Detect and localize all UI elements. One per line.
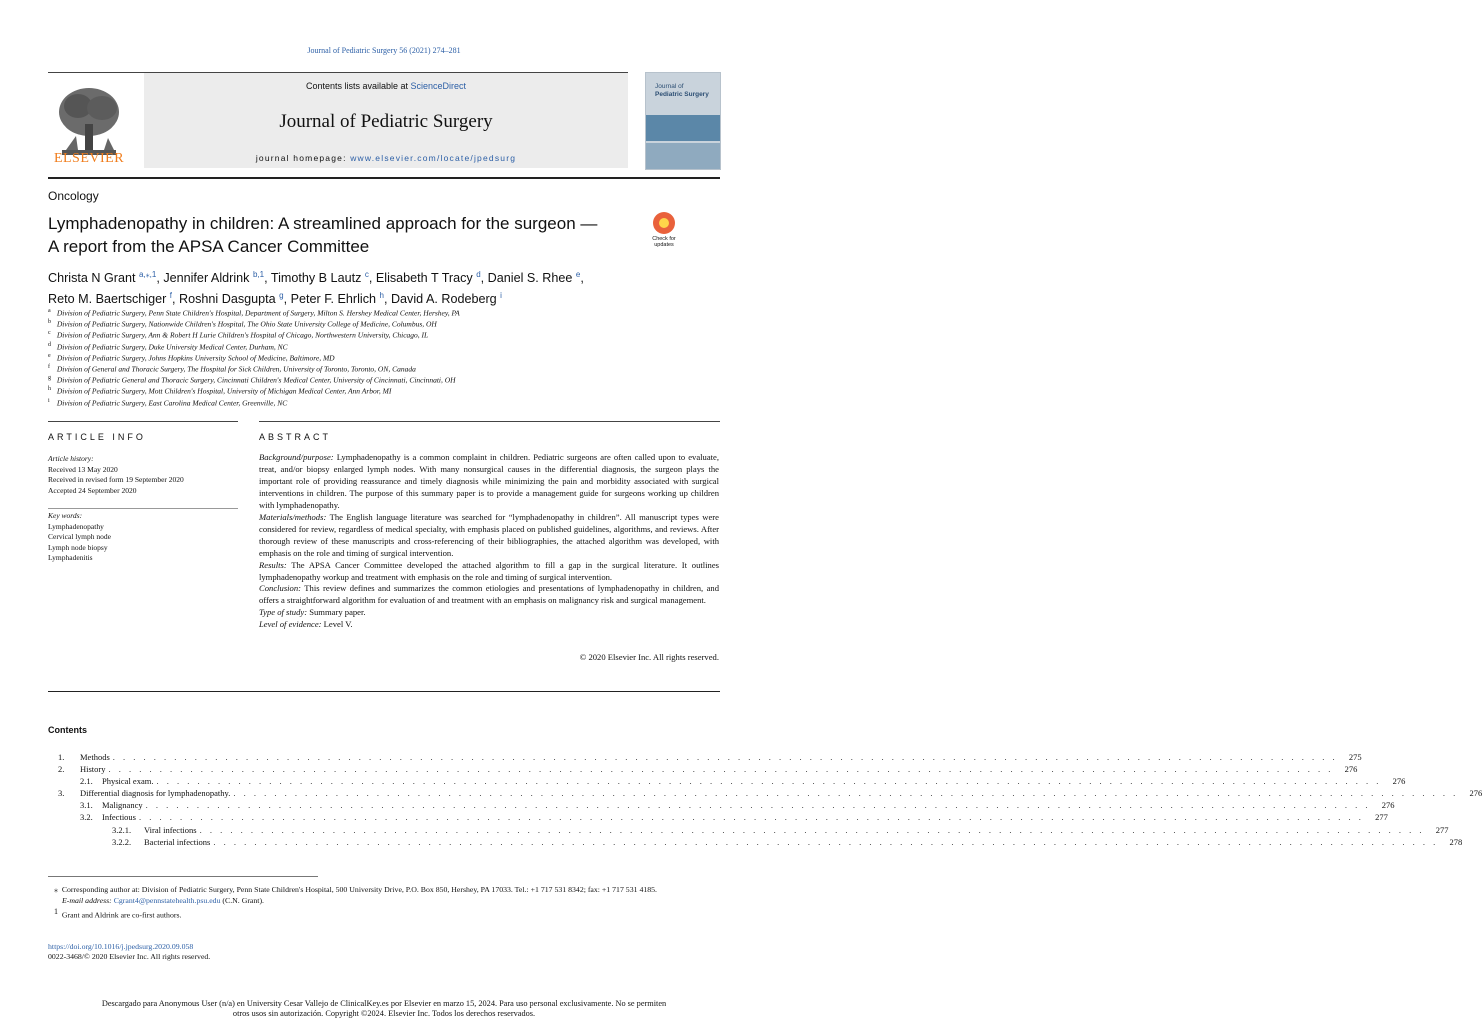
- toc-entry[interactable]: [58, 836, 1463, 849]
- author-name[interactable]: Christa N Grant: [48, 271, 139, 286]
- toc-entry-page[interactable]: 276: [1344, 764, 1358, 775]
- author-affiliation-marker[interactable]: h: [379, 291, 384, 301]
- author-name[interactable]: David A. Rodeberg: [390, 292, 501, 307]
- abstract-paragraph: [259, 583, 719, 607]
- abstract-paragraph: [259, 452, 719, 512]
- check-for-updates-badge[interactable]: [644, 212, 684, 248]
- author-separator: ,: [172, 292, 180, 307]
- toc-leader-dots: . . . . . . . . . . . . . . . . . . . . . . . . . . . . . . . . . . . . . . . . . . . . . . . . . . . . . . . . . . . . . . . . . . . . . . . . . . . . . . . . . . . . . . . . . . . . . . . . . . . . . . . . . . . . . . . . . . . . . . . .: [112, 752, 1338, 762]
- author-name[interactable]: Elisabeth T Tracy: [375, 271, 477, 286]
- affiliation-item: [48, 307, 698, 318]
- toc-entry[interactable]: [58, 812, 1388, 824]
- author-affiliation-marker[interactable]: i: [500, 291, 502, 301]
- toc-entry-number: 3.2.2.: [112, 836, 132, 847]
- author-affiliation-marker[interactable]: f: [169, 291, 173, 301]
- toc-entry-title[interactable]: Viral infections: [144, 825, 200, 835]
- journal-cover-thumbnail[interactable]: [645, 72, 721, 170]
- abstract-label: Level of evidence:: [259, 619, 322, 630]
- keyword: Lymphadenopathy: [48, 521, 104, 531]
- abstract-body: [259, 452, 719, 631]
- author-separator: ,: [264, 271, 271, 286]
- affiliation-item: [48, 352, 698, 363]
- keyword: Lymph node biopsy: [48, 542, 108, 552]
- abstract-text: The English language literature was searched for “lymphadenopathy in children”. All manuscript types were considered for review, regardless of medical specialty, with emphasis placed on published guidelines, algorithms, and reviews. After thorough review of these manuscripts and cross-referencing of their bibliographies, the attached algorithm was developed, with emphasis on the role and timing of surgical intervention.: [259, 511, 719, 558]
- affiliation-item: [48, 318, 698, 329]
- toc-entry-number: 3.2.1.: [112, 824, 132, 835]
- author-list: [48, 266, 688, 308]
- history-entry: Accepted 24 September 2020: [48, 485, 137, 495]
- author-name[interactable]: Jennifer Aldrink: [163, 271, 253, 286]
- toc-leader-dots: . . . . . . . . . . . . . . . . . . . . . . . . . . . . . . . . . . . . . . . . . . . . . . . . . . . . . . . . . . . . . . . . . . . . . . . . . . . . . . . . . . . . . . . . . . . . . . . . . . . . . . . . . . . . . . . . . . . . . . . .: [199, 824, 1425, 835]
- abstract-label: Type of study:: [259, 607, 308, 618]
- keywords-block: [48, 511, 238, 564]
- author-line-1: [48, 266, 688, 287]
- author-name[interactable]: Daniel S. Rhee: [487, 271, 576, 286]
- article-info-rule: [48, 421, 238, 422]
- toc-entry-title[interactable]: Methods: [80, 752, 113, 762]
- affiliation-key: d: [48, 341, 51, 348]
- journal-title: Journal of Pediatric Surgery: [279, 111, 493, 132]
- toc-entry-page[interactable]: 277: [1435, 824, 1449, 835]
- toc-entry-page[interactable]: 276: [1381, 800, 1395, 811]
- affiliation-text: Division of Pediatric Surgery, Penn State Children's Hospital, Department of Surgery, Milton S. Hershey Medical Center, Hershey, PA: [55, 308, 460, 318]
- toc-entry-page[interactable]: 276: [1469, 788, 1482, 799]
- article-title-line-2: A report from the APSA Cancer Committee: [48, 237, 370, 256]
- affiliation-key: i: [48, 397, 50, 404]
- affiliation-key: b: [48, 319, 51, 326]
- abstract-bottom-rule: [48, 691, 720, 692]
- affiliation-text: Division of Pediatric General and Thoracic Surgery, Cincinnati Children's Medical Center, University of Cincinnati, Cincinnati, OH: [55, 375, 456, 385]
- toc-entry[interactable]: [58, 824, 1449, 837]
- toc-entry-title[interactable]: History: [80, 764, 109, 774]
- abstract-copyright: © 2020 Elsevier Inc. All rights reserved.: [579, 652, 719, 662]
- author-affiliation-marker[interactable]: a,⁎,1: [138, 270, 157, 279]
- abstract-paragraph: [259, 607, 719, 619]
- toc-leader-dots: . . . . . . . . . . . . . . . . . . . . . . . . . . . . . . . . . . . . . . . . . . . . . . . . . . . . . . . . . . . . . . . . . . . . . . . . . . . . . . . . . . . . . . . . . . . . . . . . . . . . . . . . . . . . . . . . . . . . . . . .: [213, 836, 1439, 847]
- keyword: Lymphadenitis: [48, 553, 93, 563]
- footnotes: [48, 884, 720, 921]
- affiliation-item: [48, 341, 698, 352]
- abstract-text: The APSA Cancer Committee developed the attached algorithm to fill a gap in the surgical literature. It outlines lymphadenopathy workup and treatment with emphasis on the role and timing of surgical intervention.: [259, 559, 719, 582]
- author-separator: ,: [368, 271, 376, 286]
- header-bottom-rule: [48, 177, 720, 179]
- history-entry: Received in revised form 19 September 2020: [48, 475, 184, 485]
- history-entry: Received 13 May 2020: [48, 464, 118, 474]
- affiliation-item: [48, 329, 698, 340]
- author-affiliation-marker[interactable]: g: [279, 291, 284, 301]
- affiliation-key: a: [48, 308, 51, 314]
- co-first-note: $^1$ Grant and Aldrink are co-first authors.: [54, 907, 182, 920]
- toc-entry[interactable]: [58, 788, 1482, 800]
- author-name[interactable]: Timothy B Lautz: [270, 271, 365, 286]
- author-separator: ,: [283, 292, 291, 307]
- toc-entry-title[interactable]: Physical exam.: [102, 776, 156, 786]
- check-updates-label: Check for updates: [652, 236, 676, 248]
- author-affiliation-marker[interactable]: d: [476, 270, 481, 279]
- toc-entry-page[interactable]: 277: [1375, 812, 1388, 823]
- issn-line: 0022-3468/© 2020 Elsevier Inc. All rights reserved.: [48, 952, 211, 961]
- toc-entry-number: 2.1.: [80, 776, 93, 787]
- abstract-text: This review defines and summarizes the common etiologies and presentations of lymphadenopathy in children, and offers a straightforward algorithm for evaluation of and treatment with an emphasis on malignancy risk and surgical management.: [259, 583, 719, 606]
- affiliations-list: [48, 307, 698, 408]
- affiliation-item: [48, 397, 698, 408]
- affiliation-text: Division of Pediatric Surgery, Duke University Medical Center, Durham, NC: [55, 342, 288, 352]
- doi-link[interactable]: https://doi.org/10.1016/j.jpedsurg.2020.09.058: [48, 942, 194, 951]
- author-separator: ,: [156, 271, 164, 286]
- toc-entry-page[interactable]: 275: [1348, 752, 1362, 762]
- abstract-label: Materials/methods:: [259, 511, 327, 522]
- history-label: Article history:: [48, 454, 94, 463]
- abstract-label: Results:: [259, 559, 287, 570]
- toc-entry-number: 3.1.: [80, 800, 93, 811]
- author-separator: ,: [480, 271, 488, 286]
- affiliation-text: Division of Pediatric Surgery, East Carolina Medical Center, Greenville, NC: [55, 398, 288, 408]
- abstract-text: Level V.: [321, 619, 353, 630]
- homepage-prefix: journal homepage:: [255, 153, 351, 163]
- article-info-heading: ARTICLE INFO: [48, 432, 146, 442]
- contents-available-line: [144, 81, 628, 91]
- affiliation-text: Division of General and Thoracic Surgery, The Hospital for Sick Children, University of Toronto, Toronto, ON, Canada: [55, 364, 416, 374]
- toc-entry-number: 1.: [58, 752, 65, 762]
- section-label: Oncology: [48, 189, 99, 203]
- article-title: [48, 212, 628, 258]
- affiliation-text: Division of Pediatric Surgery, Nationwide Children's Hospital, The Ohio State University College of Medicine, Columbus, OH: [55, 319, 437, 329]
- article-history: [48, 454, 238, 496]
- journal-homepage-line: [144, 153, 628, 163]
- corresponding-author-note: ⁎ Corresponding author at: Division of Pediatric Surgery, Penn State Children's Hospital, 500 University Drive, P.O. Box 850, Hershey, PA 17033. Tel.: +1 717 531 8342; fax: +1 717 531 4185.: [54, 885, 657, 894]
- abstract-heading: ABSTRACT: [259, 432, 332, 442]
- toc-entry-number: 3.2.: [80, 812, 93, 823]
- header-rule: [48, 72, 628, 73]
- toc-leader-dots: . . . . . . . . . . . . . . . . . . . . . . . . . . . . . . . . . . . . . . . . . . . . . . . . . . . . . . . . . . . . . . . . . . . . . . . . . . . . . . . . . . . . . . . . . . . . . . . . . . . . . . . . . . . . . . . . . . . . . . . .: [156, 776, 1382, 787]
- keywords-rule: [48, 508, 238, 509]
- cover-image-band-lower: [646, 143, 720, 169]
- abstract-text: Lymphadenopathy is a common complaint in children. Pediatric surgeons are often called upon to evaluate, treat, and/or biopsy enlarged lymph nodes. With many nonsurgical causes in the differential diagnosis, the surgeon plays the important role of providing reassurance and timely diagnosis while minimizing the pain and morbidity associated with surgical interventions in children. The purpose of this summary paper is to provide a management guide for surgeons working up children with lymphadenopathy.: [259, 452, 719, 510]
- author-affiliation-marker[interactable]: c: [364, 270, 369, 279]
- author-line-2: [48, 287, 688, 308]
- affiliation-item: [48, 363, 698, 374]
- abstract-text: Summary paper.: [307, 607, 366, 618]
- journal-citation-link[interactable]: Journal of Pediatric Surgery 56 (2021) 274–281: [307, 46, 461, 55]
- abstract-paragraph: [259, 512, 719, 560]
- author-separator: ,: [580, 271, 584, 286]
- toc-leader-dots: . . . . . . . . . . . . . . . . . . . . . . . . . . . . . . . . . . . . . . . . . . . . . . . . . . . . . . . . . . . . . . . . . . . . . . . . . . . . . . . . . . . . . . . . . . . . . . . . . . . . . . . . . . . . . . . . . . . . . . . .: [145, 800, 1371, 811]
- keyword: Cervical lymph node: [48, 532, 111, 542]
- abstract-paragraph: [259, 560, 719, 584]
- check-updates-icon: [653, 212, 675, 234]
- affiliation-text: Division of Pediatric Surgery, Ann & Robert H Lurie Children's Hospital of Chicago, Northwestern University, Chicago, IL: [55, 330, 429, 340]
- toc-entry-number: 2.: [58, 764, 65, 775]
- author-affiliation-marker[interactable]: b,1: [252, 270, 265, 279]
- toc-entry-title[interactable]: Infectious: [102, 812, 139, 822]
- abstract-paragraph: [259, 619, 719, 631]
- abstract-rule: [259, 421, 720, 422]
- affiliation-key: e: [48, 352, 51, 359]
- footnote-rule: [48, 876, 318, 877]
- toc-entry[interactable]: [58, 764, 1358, 776]
- toc-entry-title[interactable]: Differential diagnosis for lymphadenopathy.: [80, 788, 233, 798]
- affiliation-key: h: [48, 386, 51, 393]
- contents-prefix: Contents lists available at: [305, 81, 411, 91]
- toc-leader-dots: . . . . . . . . . . . . . . . . . . . . . . . . . . . . . . . . . . . . . . . . . . . . . . . . . . . . . . . . . . . . . . . . . . . . . . . . . . . . . . . . . . . . . . . . . . . . . . . . . . . . . . . . . . . . . . . . . . . . . . . .: [233, 788, 1459, 799]
- author-name[interactable]: Reto M. Baertschiger: [48, 292, 170, 307]
- keywords-label: Key words:: [48, 511, 83, 520]
- journal-homepage-link[interactable]: www.elsevier.com/locate/jpedsurg: [350, 153, 517, 163]
- toc-entry-title[interactable]: Malignancy: [102, 800, 146, 810]
- toc-entry[interactable]: [58, 800, 1395, 812]
- elsevier-wordmark: ELSEVIER: [53, 151, 125, 166]
- author-name[interactable]: Peter F. Ehrlich: [290, 292, 380, 307]
- toc-entry[interactable]: [58, 776, 1406, 788]
- toc-entry-page[interactable]: 276: [1392, 776, 1406, 787]
- affiliation-text: Division of Pediatric Surgery, Mott Children's Hospital, University of Michigan Medical Center, Ann Arbor, MI: [55, 386, 392, 396]
- download-notice: Descargado para Anonymous User (n/a) en University Cesar Vallejo de ClinicalKey.es por Elsevier en marzo 15, 2024. Para uso personal exclusivamente. No se permiten otros usos sin autorización. Copyright ©2024. Elsevier Inc. Todos los derechos reservados.: [101, 999, 667, 1018]
- contents-heading: Contents: [48, 725, 87, 735]
- abstract-label: Conclusion:: [259, 583, 302, 594]
- author-name[interactable]: Roshni Dasgupta: [179, 292, 280, 307]
- article-title-line-1: Lymphadenopathy in children: A streamlined approach for the surgeon —: [48, 214, 598, 233]
- cover-title: Journal of Pediatric Surgery: [655, 83, 709, 98]
- abstract-label: Background/purpose:: [259, 452, 334, 462]
- toc-entry[interactable]: [58, 752, 1362, 764]
- email-note: E-mail address: Cgrant4@pennstatehealth.psu.edu (C.N. Grant).: [62, 896, 265, 905]
- toc-entry-page[interactable]: 278: [1449, 836, 1463, 847]
- sciencedirect-link[interactable]: ScienceDirect: [410, 81, 467, 91]
- toc-entry-title[interactable]: Bacterial infections: [144, 837, 213, 847]
- affiliation-text: Division of Pediatric Surgery, Johns Hopkins University School of Medicine, Baltimore, MD: [55, 353, 335, 363]
- author-affiliation-marker[interactable]: e: [575, 270, 581, 279]
- author-separator: ,: [383, 292, 391, 307]
- affiliation-key: f: [48, 364, 50, 371]
- affiliation-key: g: [48, 375, 51, 382]
- affiliation-item: [48, 374, 698, 385]
- email-link[interactable]: Cgrant4@pennstatehealth.psu.edu: [113, 896, 221, 905]
- affiliation-key: c: [48, 330, 51, 337]
- table-of-contents: [58, 752, 1482, 849]
- toc-leader-dots: . . . . . . . . . . . . . . . . . . . . . . . . . . . . . . . . . . . . . . . . . . . . . . . . . . . . . . . . . . . . . . . . . . . . . . . . . . . . . . . . . . . . . . . . . . . . . . . . . . . . . . . . . . . . . . . . . . . . . . . .: [139, 812, 1364, 823]
- toc-entry-number: 3.: [58, 788, 65, 799]
- toc-leader-dots: . . . . . . . . . . . . . . . . . . . . . . . . . . . . . . . . . . . . . . . . . . . . . . . . . . . . . . . . . . . . . . . . . . . . . . . . . . . . . . . . . . . . . . . . . . . . . . . . . . . . . . . . . . . . . . . . . . . . . . . .: [108, 764, 1334, 775]
- affiliation-item: [48, 385, 698, 396]
- cover-image-band: [646, 115, 720, 141]
